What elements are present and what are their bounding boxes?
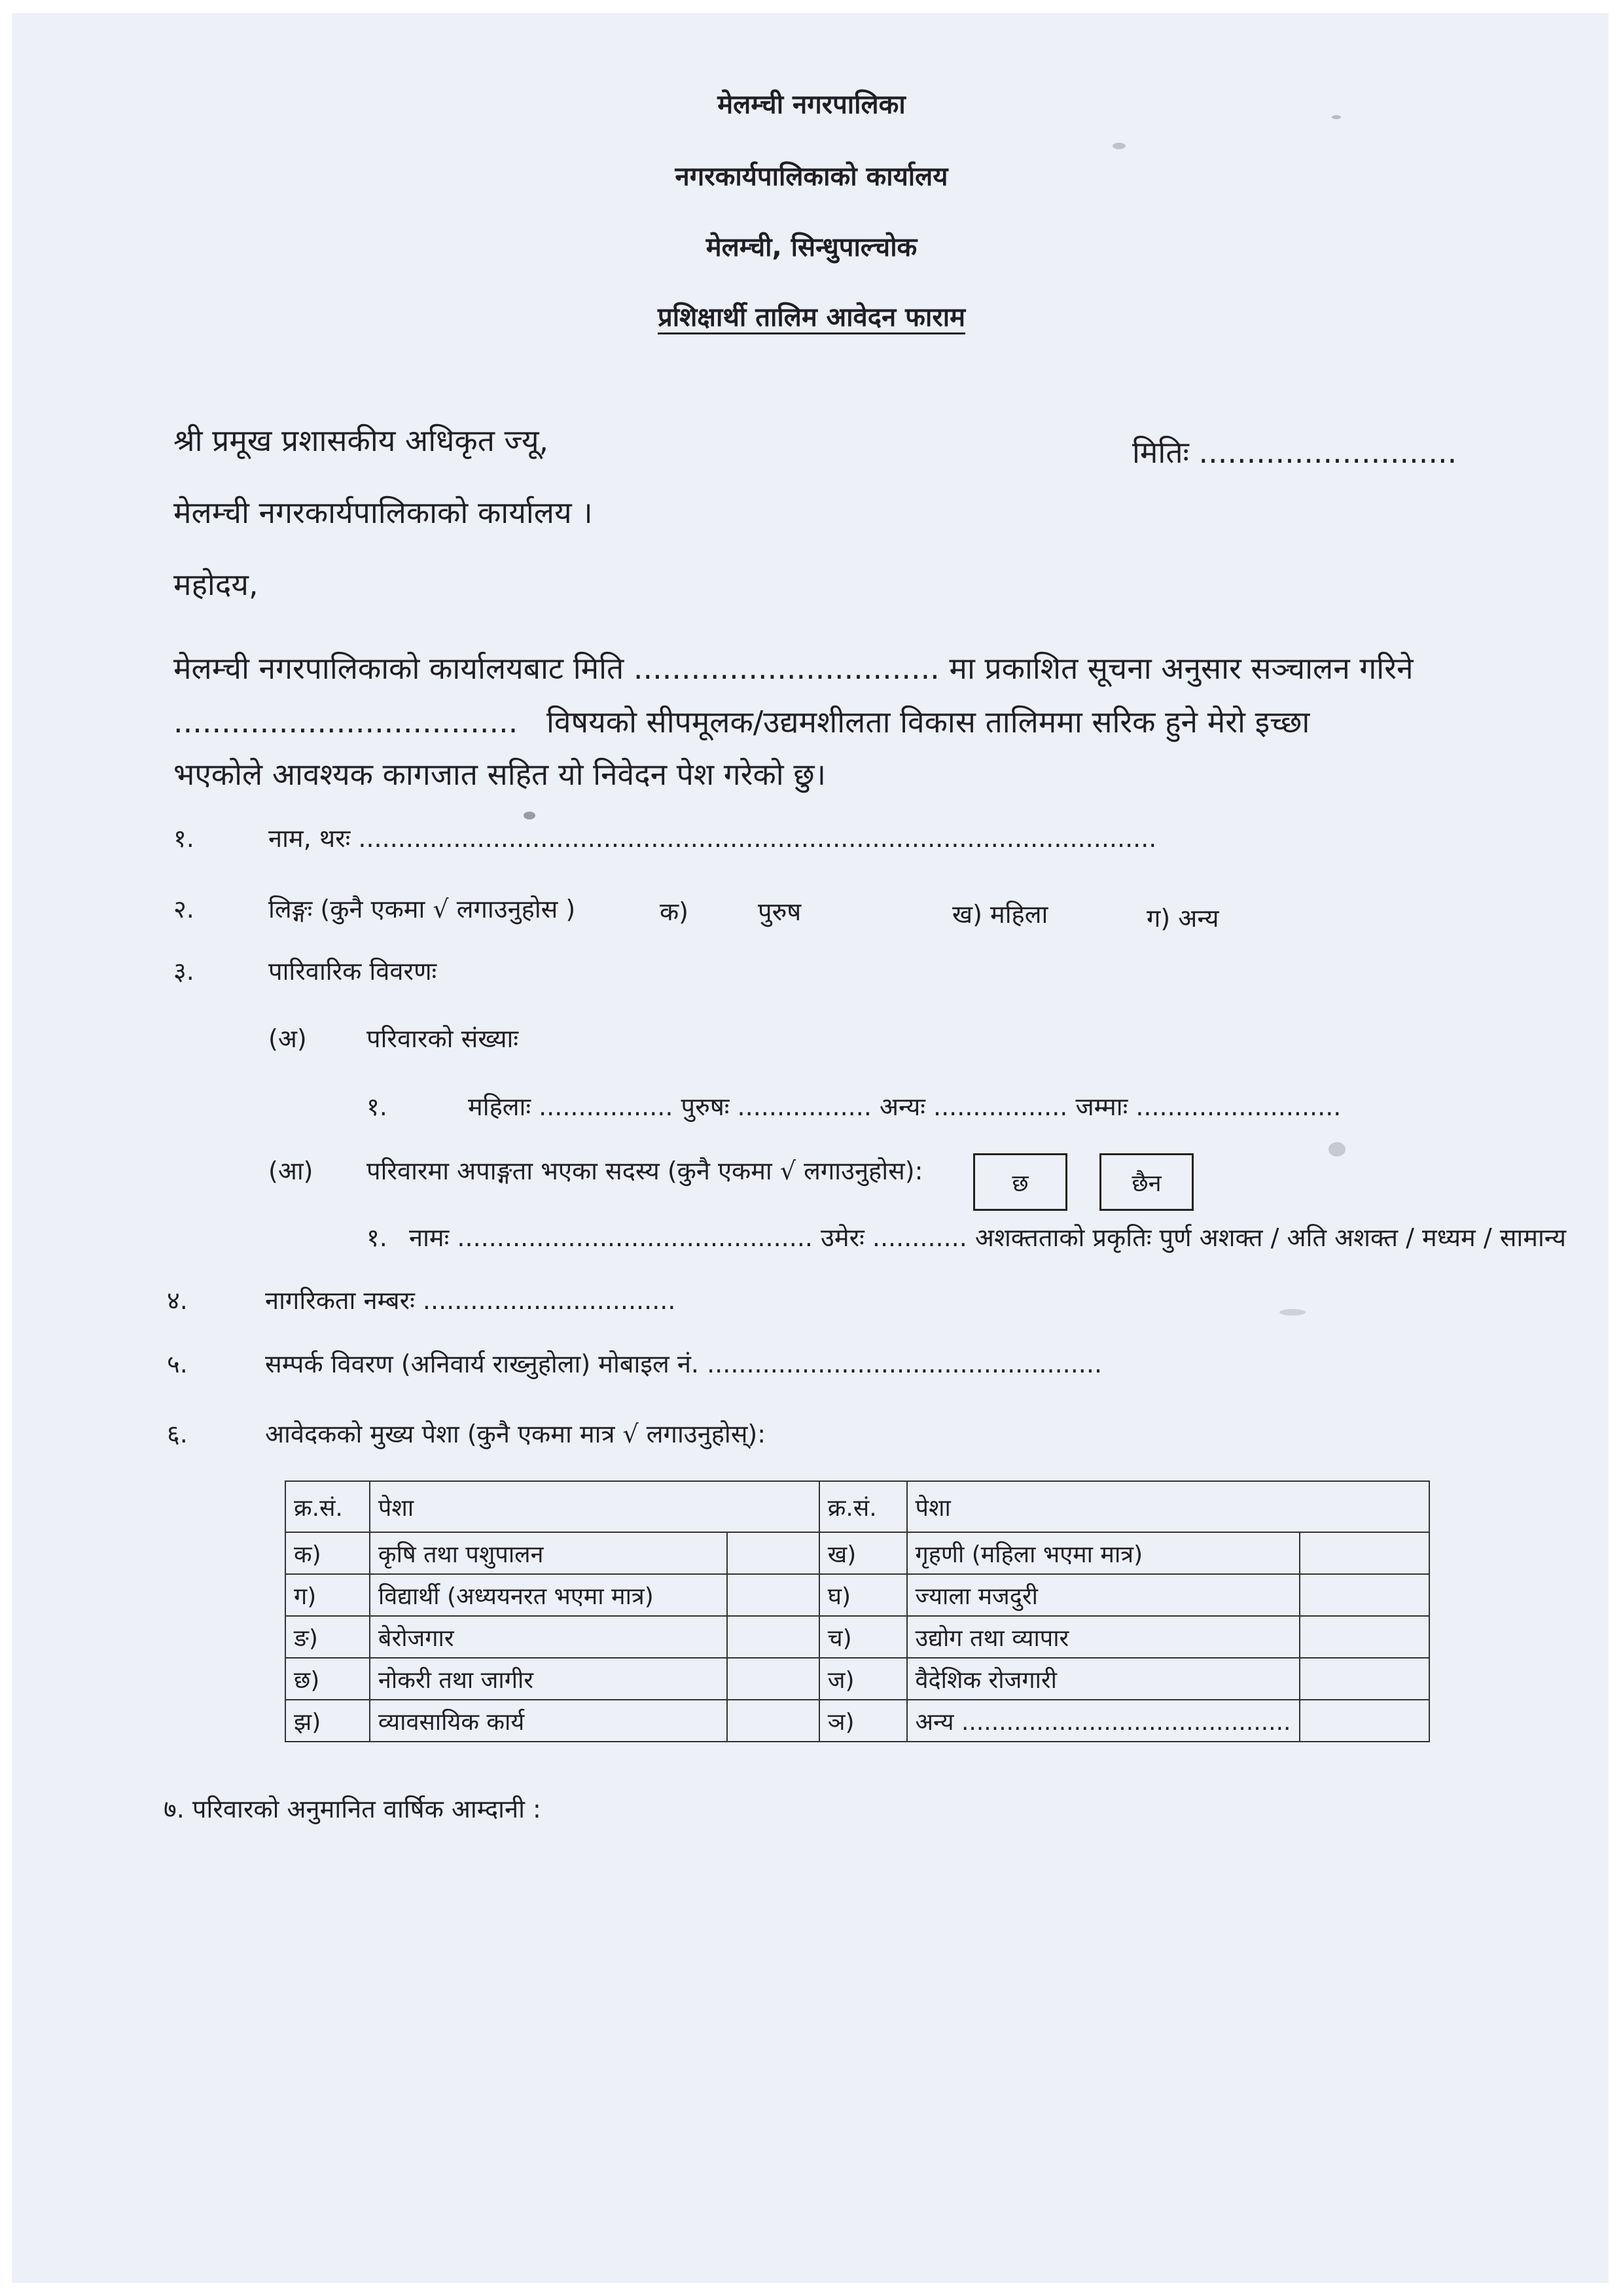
header-serial-left: क्र.सं.: [285, 1481, 370, 1532]
field-3-number: ३.: [173, 957, 194, 986]
gender-option-ka: क): [660, 897, 689, 926]
addressee-line1: श्री प्रमूख प्रशासकीय अधिकृत ज्यू,: [173, 423, 549, 458]
annual-income-label: ७. परिवारको अनुमानित वार्षिक आम्दानी :: [164, 1795, 541, 1823]
serial-cell: ख): [819, 1532, 907, 1574]
subject-blank[interactable]: ....................................: [173, 704, 518, 740]
disability-no-label: छैन: [1132, 1170, 1162, 1197]
checkbox-cell[interactable]: [1300, 1574, 1430, 1616]
occupation-cell: विद्यार्थी (अध्ययनरत भएमा मात्र): [370, 1574, 727, 1616]
serial-cell: क): [285, 1532, 370, 1574]
scan-smudge: [1279, 1309, 1306, 1316]
gender-option-other[interactable]: ग) अन्य: [1147, 904, 1219, 933]
serial-cell: ङ): [285, 1616, 370, 1658]
field-3b-number: (आ): [268, 1157, 313, 1185]
checkbox-cell[interactable]: [727, 1700, 819, 1742]
field-2-number: २.: [173, 895, 194, 924]
serial-cell: झ): [285, 1700, 370, 1742]
serial-cell: ज): [819, 1658, 907, 1700]
occupation-cell: कृषि तथा पशुपालन: [370, 1532, 727, 1574]
occupation-cell: नोकरी तथा जागीर: [370, 1658, 727, 1700]
gender-option-female[interactable]: ख) महिला: [952, 900, 1048, 929]
occupation-label: आवेदकको मुख्य पेशा (कुनै एकमा मात्र √ लगाउनुहोस्):: [265, 1420, 766, 1448]
checkbox-cell[interactable]: [1300, 1616, 1430, 1658]
occupation-cell: ज्याला मजदुरी: [907, 1574, 1300, 1616]
checkbox-cell[interactable]: [1300, 1658, 1430, 1700]
checkbox-cell[interactable]: [1300, 1532, 1430, 1574]
field-3a1-number: १.: [366, 1092, 387, 1121]
family-count-fields[interactable]: महिलाः ................. पुरुषः ................. अन्यः ................. जम्माः ..........................: [468, 1092, 1342, 1121]
table-row: [285, 1574, 1429, 1616]
checkbox-cell[interactable]: [727, 1532, 819, 1574]
gender-option-male[interactable]: पुरुष: [758, 897, 802, 926]
office-name: नगरकार्यपालिकाको कार्यालय: [675, 162, 948, 192]
disability-member-label: परिवारमा अपाङ्गता भएका सदस्य (कुनै एकमा √ लगाउनुहोस):: [366, 1157, 923, 1185]
checkbox-cell[interactable]: [727, 1658, 819, 1700]
disability-yes-box[interactable]: [973, 1153, 1067, 1211]
serial-cell: छ): [285, 1658, 370, 1700]
checkbox-cell[interactable]: [1300, 1700, 1430, 1742]
family-size-label: परिवारको संख्याः: [366, 1024, 519, 1053]
checkbox-cell[interactable]: [727, 1616, 819, 1658]
occupation-cell: व्यावसायिक कार्य: [370, 1700, 727, 1742]
field-5-number: ५.: [167, 1350, 188, 1378]
letter-paragraph-line1: मेलम्ची नगरपालिकाको कार्यालयबाट मिति ................................ मा प्रकाशित सूचना अनुसार सञ्चालन गरिने: [173, 651, 1414, 686]
gender-label: लिङ्गः (कुनै एकमा √ लगाउनुहोस ): [268, 895, 576, 924]
field-3a-number: (अ): [268, 1024, 307, 1053]
table-row: [285, 1700, 1429, 1742]
citizenship-number-field[interactable]: नागरिकता नम्बरः ................................: [265, 1286, 676, 1315]
scan-smudge: [1332, 115, 1341, 119]
header-occupation-left: पेशा: [370, 1481, 819, 1532]
office-location: मेलम्ची, सिन्धुपाल्चोक: [705, 232, 918, 262]
table-row: [285, 1616, 1429, 1658]
salutation: महोदय,: [173, 567, 259, 602]
letter-paragraph-line3: भएकोले आवश्यक कागजात सहित यो निवेदन पेश गरेको छु।: [173, 757, 827, 792]
serial-cell: घ): [819, 1574, 907, 1616]
occupation-cell: उद्योग तथा व्यापार: [907, 1616, 1300, 1658]
serial-cell: च): [819, 1616, 907, 1658]
scan-smudge: [1113, 143, 1126, 149]
scan-smudge: [524, 812, 535, 819]
letter-paragraph-line2: विषयको सीपमूलक/उद्यमशीलता विकास तालिममा सरिक हुने मेरो इच्छा: [546, 704, 1310, 740]
table-header-row: [285, 1481, 1429, 1532]
occupation-cell: अन्य ............................................: [907, 1700, 1300, 1742]
family-details-label: पारिवारिक विवरणः: [268, 957, 437, 986]
header-serial-right: क्र.सं.: [819, 1481, 907, 1532]
disability-yes-label: छ: [1012, 1170, 1029, 1197]
scan-smudge: [1329, 1142, 1346, 1157]
header-occupation-right: पेशा: [907, 1481, 1429, 1532]
paper-sheet: [12, 13, 1609, 2283]
table-row: [285, 1658, 1429, 1700]
municipality-name: मेलम्ची नगरपालिका: [717, 90, 906, 120]
disability-detail-fields[interactable]: नामः ............................................. उमेरः ............ अशक्तताको प्रकृतिः पुर्ण अशक्त / अति अशक्त / मध्यम / सामान्य: [409, 1223, 1567, 1252]
addressee-line2: मेलम्ची नगरकार्यपालिकाको कार्यालय ।: [173, 495, 593, 530]
serial-cell: ग): [285, 1574, 370, 1616]
checkbox-cell[interactable]: [727, 1574, 819, 1616]
date-field[interactable]: मितिः ...........................: [1132, 435, 1457, 470]
field-1-number: १.: [173, 824, 194, 853]
occupation-cell: वैदेशिक रोजगारी: [907, 1658, 1300, 1700]
field-3b1-number: १.: [366, 1223, 387, 1252]
field-4-number: ४.: [167, 1286, 188, 1315]
occupation-cell: बेरोजगार: [370, 1616, 727, 1658]
table-row: [285, 1532, 1429, 1574]
mobile-number-field[interactable]: सम्पर्क विवरण (अनिवार्य राख्नुहोला) मोबाइल नं. ..................................................: [265, 1350, 1103, 1378]
serial-cell: ञ): [819, 1700, 907, 1742]
form-title: प्रशिक्षार्थी तालिम आवेदन फाराम: [657, 302, 966, 332]
name-field[interactable]: नाम, थरः .....................................................................................................: [268, 824, 1157, 853]
occupation-cell: गृहणी (महिला भएमा मात्र): [907, 1532, 1300, 1574]
field-6-number: ६.: [167, 1420, 188, 1448]
disability-no-box[interactable]: [1099, 1153, 1194, 1211]
occupation-table: [285, 1480, 1430, 1742]
